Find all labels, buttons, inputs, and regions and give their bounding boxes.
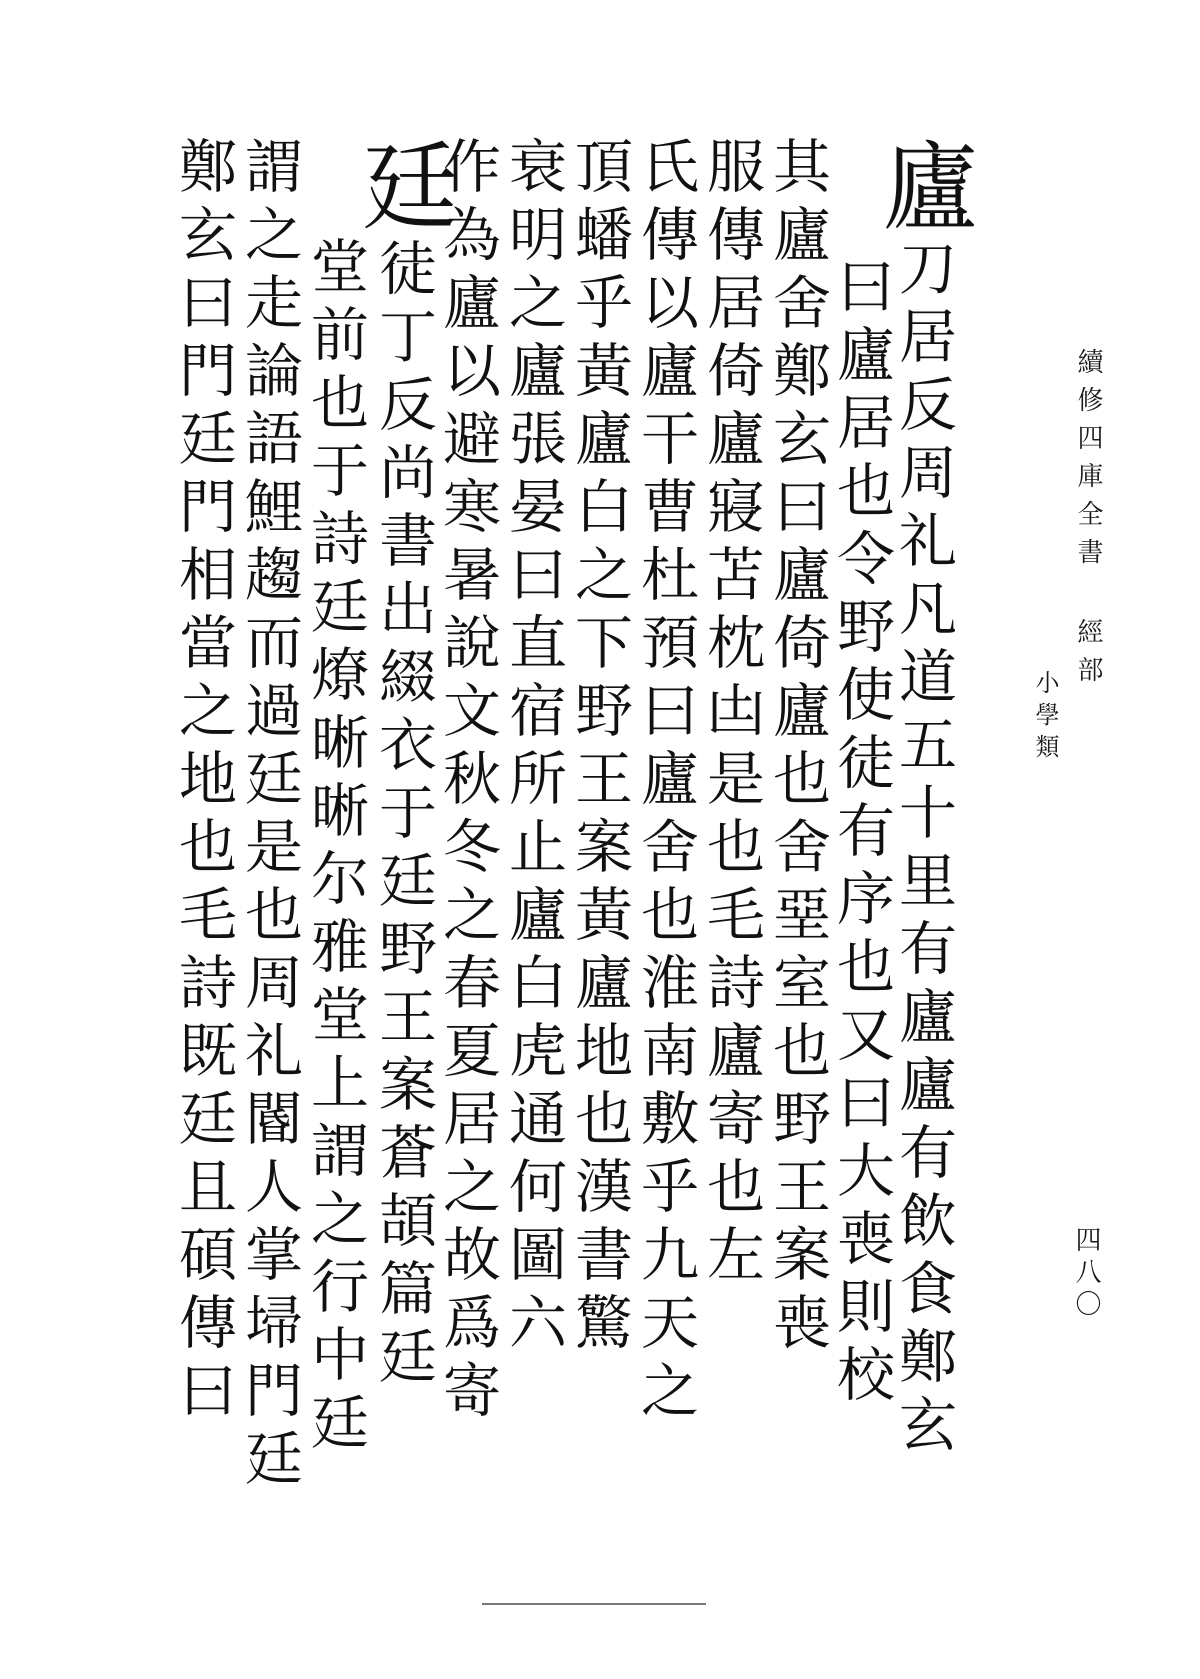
text-column [564,136,634,1360]
column-text: 頂蟠乎黃廬白之下野王案黃廬地也漢書驚 [565,136,633,1360]
text-column [826,256,896,1412]
bottom-rule [482,1603,706,1605]
text-column [432,136,502,1428]
column-text: 曰廬居也令野使徒有序也又曰大喪則校 [827,256,895,1412]
column-text: 鄭玄曰門廷門相當之地也毛詩既廷且碩傳曰 [169,136,237,1428]
text-column [696,136,766,1292]
text-column [347,136,459,1394]
text-column [867,136,979,1462]
column-text: 氏傳以廬干曹杜預曰廬舍也淮南敷乎九天之 [631,136,699,1428]
text-column [498,136,568,1360]
margin-page-number: 四八〇 [1071,1226,1101,1322]
column-text: 徒丁反尚書出綴衣于廷野王案蒼頡篇廷 [369,238,437,1394]
column-text: 謂之走論語鯉趨而過廷是也周礼閽人掌埽門廷 [235,136,303,1496]
column-text: 刀居反周礼凡道五十里有廬廬有飲食鄭玄 [889,238,957,1462]
headword: 廷 [347,136,459,238]
text-column [630,136,700,1428]
text-column [234,136,304,1496]
headword: 廬 [867,136,979,238]
column-text: 作為廬以避寒暑說文秋冬之春夏居之故爲寄 [433,136,501,1428]
column-text: 衰明之廬張晏曰直宿所止廬白虎通何圖六 [499,136,567,1360]
margin-subsection: 小學類 [1031,670,1059,766]
margin-book-title: 續修四庫全書 [1073,348,1103,576]
margin-section: 經部 [1073,618,1103,694]
column-text: 堂前也于詩廷燎晰晰尔雅堂上謂之行中廷 [301,236,369,1460]
column-text: 其廬舍鄭玄曰廬倚廬也舍堊室也野王案喪 [763,136,831,1360]
main-text [128,136,979,1496]
column-text: 服傳居倚廬寢苫枕凷是也毛詩廬寄也左 [697,136,765,1292]
text-column [300,236,370,1460]
text-column [168,136,238,1428]
text-column [762,136,832,1360]
